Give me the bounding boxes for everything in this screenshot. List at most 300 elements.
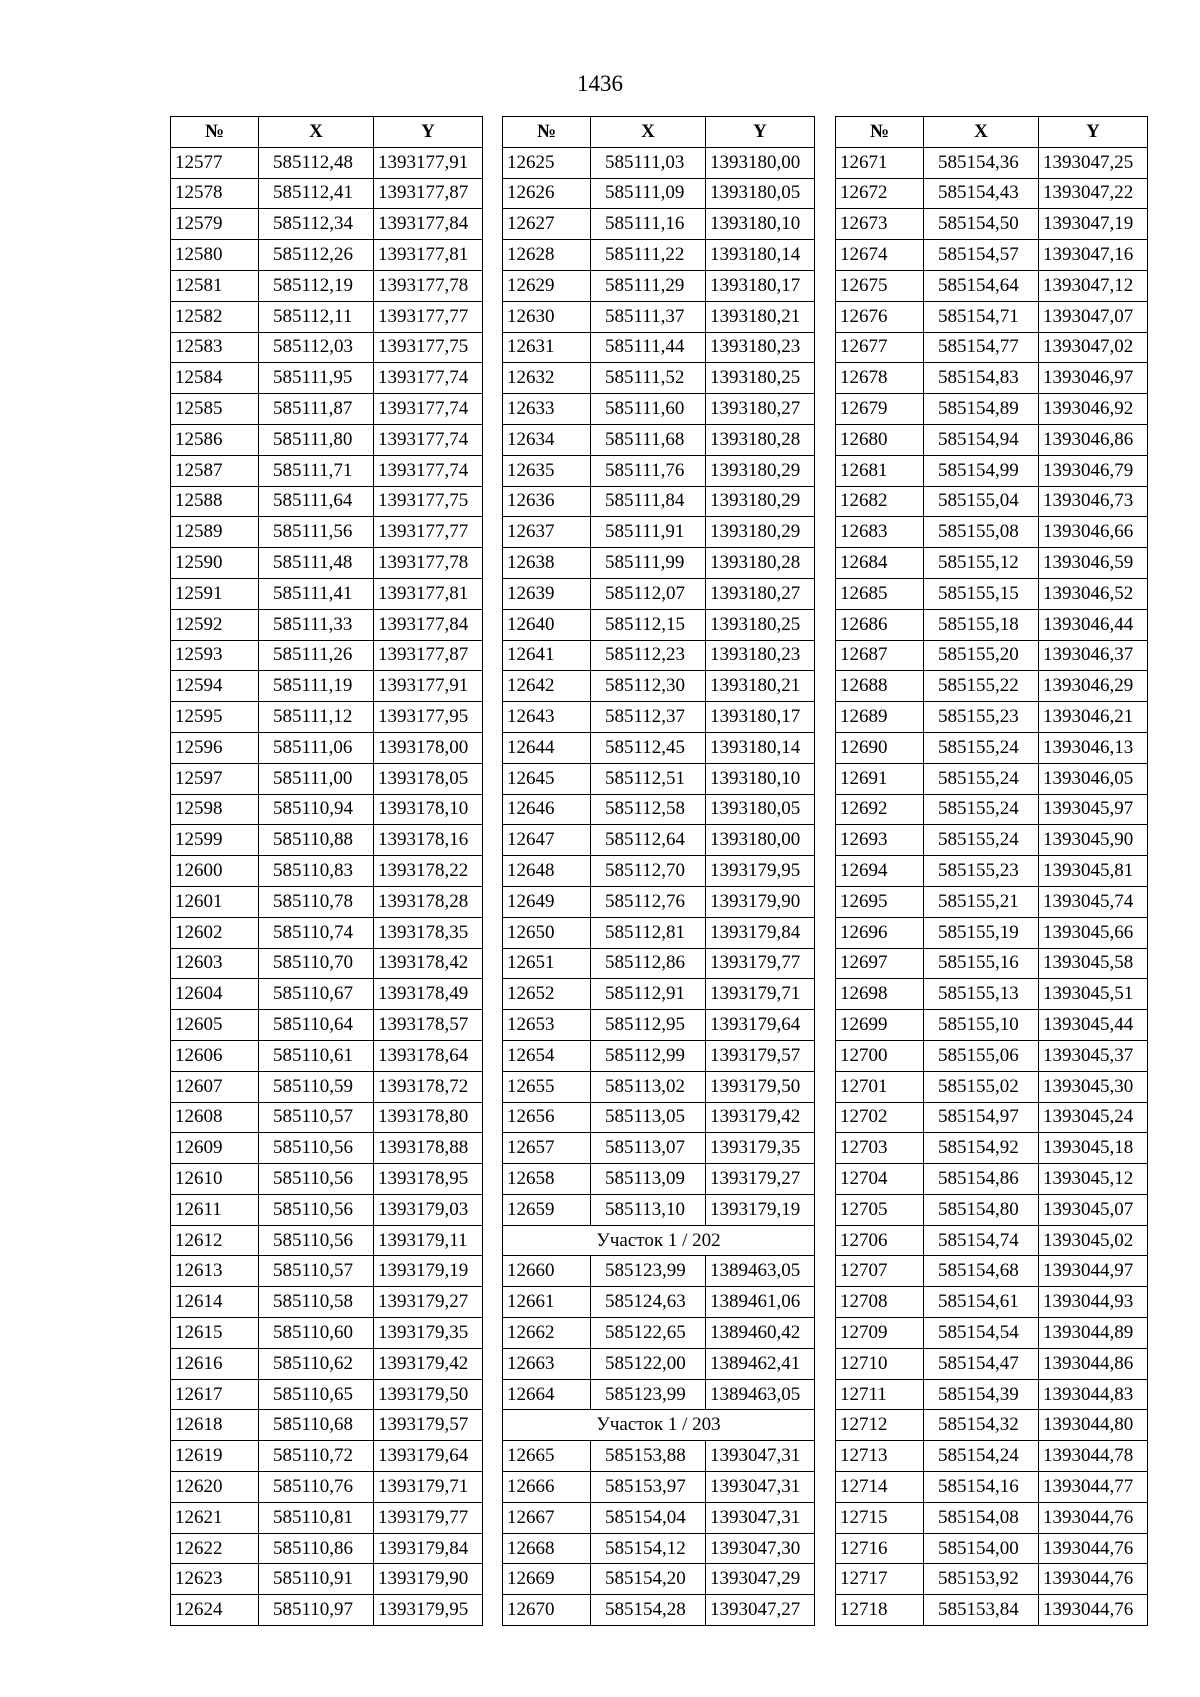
point-number-cell: 12637 bbox=[503, 517, 591, 548]
y-coordinate-cell: 1393180,29 bbox=[706, 455, 815, 486]
y-coordinate-cell: 1393180,23 bbox=[706, 332, 815, 363]
y-coordinate-cell: 1393046,13 bbox=[1039, 732, 1148, 763]
table-row bbox=[171, 1071, 483, 1102]
table-row bbox=[171, 1010, 483, 1041]
table-row bbox=[171, 1564, 483, 1595]
y-coordinate-cell: 1393178,28 bbox=[374, 886, 483, 917]
point-number-cell: 12644 bbox=[503, 732, 591, 763]
y-coordinate-cell: 1393047,16 bbox=[1039, 240, 1148, 271]
x-coordinate-cell: 585155,20 bbox=[924, 640, 1039, 671]
point-number-cell: 12646 bbox=[503, 794, 591, 825]
y-coordinate-cell: 1393177,91 bbox=[374, 147, 483, 178]
x-coordinate-cell: 585110,74 bbox=[259, 917, 374, 948]
table-row bbox=[836, 856, 1148, 887]
header-x: X bbox=[259, 117, 374, 148]
point-number-cell: 12670 bbox=[503, 1595, 591, 1626]
x-coordinate-cell: 585154,57 bbox=[924, 240, 1039, 271]
table-row bbox=[503, 1533, 815, 1564]
table-row bbox=[836, 1194, 1148, 1225]
table-row bbox=[836, 1133, 1148, 1164]
table-header-row bbox=[171, 117, 483, 148]
point-number-cell: 12586 bbox=[171, 424, 259, 455]
table-row bbox=[503, 1348, 815, 1379]
y-coordinate-cell: 1393045,97 bbox=[1039, 794, 1148, 825]
x-coordinate-cell: 585155,04 bbox=[924, 486, 1039, 517]
y-coordinate-cell: 1393047,19 bbox=[1039, 209, 1148, 240]
x-coordinate-cell: 585110,81 bbox=[259, 1502, 374, 1533]
point-number-cell: 12588 bbox=[171, 486, 259, 517]
table-row bbox=[171, 394, 483, 425]
point-number-cell: 12602 bbox=[171, 917, 259, 948]
point-number-cell: 12677 bbox=[836, 332, 924, 363]
table-row bbox=[836, 886, 1148, 917]
y-coordinate-cell: 1393180,00 bbox=[706, 825, 815, 856]
y-coordinate-cell: 1393178,10 bbox=[374, 794, 483, 825]
y-coordinate-cell: 1393180,05 bbox=[706, 178, 815, 209]
point-number-cell: 12690 bbox=[836, 732, 924, 763]
y-coordinate-cell: 1393045,74 bbox=[1039, 886, 1148, 917]
point-number-cell: 12614 bbox=[171, 1287, 259, 1318]
y-coordinate-cell: 1393178,42 bbox=[374, 948, 483, 979]
table-row bbox=[171, 1502, 483, 1533]
x-coordinate-cell: 585110,56 bbox=[259, 1133, 374, 1164]
x-coordinate-cell: 585111,56 bbox=[259, 517, 374, 548]
x-coordinate-cell: 585154,80 bbox=[924, 1194, 1039, 1225]
x-coordinate-cell: 585110,88 bbox=[259, 825, 374, 856]
table-row bbox=[836, 1379, 1148, 1410]
x-coordinate-cell: 585110,67 bbox=[259, 979, 374, 1010]
table-row bbox=[503, 455, 815, 486]
table-row bbox=[503, 948, 815, 979]
point-number-cell: 12640 bbox=[503, 609, 591, 640]
table-row bbox=[503, 270, 815, 301]
y-coordinate-cell: 1393044,89 bbox=[1039, 1318, 1148, 1349]
y-coordinate-cell: 1389460,42 bbox=[706, 1318, 815, 1349]
point-number-cell: 12708 bbox=[836, 1287, 924, 1318]
y-coordinate-cell: 1393177,91 bbox=[374, 671, 483, 702]
y-coordinate-cell: 1393179,95 bbox=[374, 1595, 483, 1626]
x-coordinate-cell: 585154,77 bbox=[924, 332, 1039, 363]
y-coordinate-cell: 1393177,87 bbox=[374, 640, 483, 671]
point-number-cell: 12607 bbox=[171, 1071, 259, 1102]
x-coordinate-cell: 585113,02 bbox=[591, 1071, 706, 1102]
point-number-cell: 12604 bbox=[171, 979, 259, 1010]
table-row bbox=[503, 640, 815, 671]
x-coordinate-cell: 585111,12 bbox=[259, 702, 374, 733]
x-coordinate-cell: 585111,37 bbox=[591, 301, 706, 332]
x-coordinate-cell: 585155,02 bbox=[924, 1071, 1039, 1102]
x-coordinate-cell: 585111,76 bbox=[591, 455, 706, 486]
point-number-cell: 12622 bbox=[171, 1533, 259, 1564]
point-number-cell: 12697 bbox=[836, 948, 924, 979]
point-number-cell: 12596 bbox=[171, 732, 259, 763]
point-number-cell: 12698 bbox=[836, 979, 924, 1010]
x-coordinate-cell: 585154,20 bbox=[591, 1564, 706, 1595]
y-coordinate-cell: 1393179,57 bbox=[706, 1040, 815, 1071]
y-coordinate-cell: 1393180,05 bbox=[706, 794, 815, 825]
table-row bbox=[171, 886, 483, 917]
point-number-cell: 12628 bbox=[503, 240, 591, 271]
section-row bbox=[503, 1225, 815, 1256]
point-number-cell: 12652 bbox=[503, 979, 591, 1010]
table-row bbox=[836, 671, 1148, 702]
y-coordinate-cell: 1393046,86 bbox=[1039, 424, 1148, 455]
x-coordinate-cell: 585154,04 bbox=[591, 1502, 706, 1533]
y-coordinate-cell: 1393179,35 bbox=[706, 1133, 815, 1164]
point-number-cell: 12612 bbox=[171, 1225, 259, 1256]
table-row bbox=[836, 1256, 1148, 1287]
x-coordinate-cell: 585113,09 bbox=[591, 1164, 706, 1195]
x-coordinate-cell: 585112,64 bbox=[591, 825, 706, 856]
y-coordinate-cell: 1393177,75 bbox=[374, 486, 483, 517]
table-row bbox=[503, 363, 815, 394]
point-number-cell: 12579 bbox=[171, 209, 259, 240]
point-number-cell: 12621 bbox=[171, 1502, 259, 1533]
x-coordinate-cell: 585110,61 bbox=[259, 1040, 374, 1071]
point-number-cell: 12660 bbox=[503, 1256, 591, 1287]
y-coordinate-cell: 1393044,76 bbox=[1039, 1595, 1148, 1626]
table-row bbox=[836, 1564, 1148, 1595]
table-row bbox=[836, 1533, 1148, 1564]
table-row bbox=[836, 1441, 1148, 1472]
y-coordinate-cell: 1393046,92 bbox=[1039, 394, 1148, 425]
y-coordinate-cell: 1393045,37 bbox=[1039, 1040, 1148, 1071]
table-row bbox=[171, 917, 483, 948]
x-coordinate-cell: 585154,89 bbox=[924, 394, 1039, 425]
table-row bbox=[503, 1256, 815, 1287]
table-row bbox=[503, 979, 815, 1010]
y-coordinate-cell: 1393179,84 bbox=[706, 917, 815, 948]
table-row bbox=[503, 301, 815, 332]
y-coordinate-cell: 1393178,64 bbox=[374, 1040, 483, 1071]
y-coordinate-cell: 1393180,28 bbox=[706, 548, 815, 579]
point-number-cell: 12710 bbox=[836, 1348, 924, 1379]
table-row bbox=[503, 609, 815, 640]
table-row bbox=[503, 209, 815, 240]
point-number-cell: 12669 bbox=[503, 1564, 591, 1595]
x-coordinate-cell: 585112,86 bbox=[591, 948, 706, 979]
point-number-cell: 12643 bbox=[503, 702, 591, 733]
point-number-cell: 12657 bbox=[503, 1133, 591, 1164]
table-row bbox=[171, 1441, 483, 1472]
y-coordinate-cell: 1393179,64 bbox=[706, 1010, 815, 1041]
x-coordinate-cell: 585155,22 bbox=[924, 671, 1039, 702]
x-coordinate-cell: 585112,91 bbox=[591, 979, 706, 1010]
x-coordinate-cell: 585110,97 bbox=[259, 1595, 374, 1626]
x-coordinate-cell: 585110,76 bbox=[259, 1472, 374, 1503]
x-coordinate-cell: 585112,81 bbox=[591, 917, 706, 948]
table-row bbox=[503, 1287, 815, 1318]
y-coordinate-cell: 1393180,25 bbox=[706, 609, 815, 640]
point-number-cell: 12685 bbox=[836, 578, 924, 609]
y-coordinate-cell: 1393180,29 bbox=[706, 486, 815, 517]
x-coordinate-cell: 585155,12 bbox=[924, 548, 1039, 579]
x-coordinate-cell: 585155,21 bbox=[924, 886, 1039, 917]
x-coordinate-cell: 585112,37 bbox=[591, 702, 706, 733]
y-coordinate-cell: 1393044,76 bbox=[1039, 1502, 1148, 1533]
y-coordinate-cell: 1393045,02 bbox=[1039, 1225, 1148, 1256]
x-coordinate-cell: 585112,19 bbox=[259, 270, 374, 301]
x-coordinate-cell: 585154,28 bbox=[591, 1595, 706, 1626]
x-coordinate-cell: 585154,74 bbox=[924, 1225, 1039, 1256]
y-coordinate-cell: 1393046,59 bbox=[1039, 548, 1148, 579]
x-coordinate-cell: 585154,43 bbox=[924, 178, 1039, 209]
table-row bbox=[503, 1318, 815, 1349]
table-row bbox=[503, 1379, 815, 1410]
x-coordinate-cell: 585110,65 bbox=[259, 1379, 374, 1410]
x-coordinate-cell: 585155,13 bbox=[924, 979, 1039, 1010]
y-coordinate-cell: 1393044,77 bbox=[1039, 1472, 1148, 1503]
y-coordinate-cell: 1393179,90 bbox=[374, 1564, 483, 1595]
point-number-cell: 12672 bbox=[836, 178, 924, 209]
y-coordinate-cell: 1393047,27 bbox=[706, 1595, 815, 1626]
y-coordinate-cell: 1393180,21 bbox=[706, 671, 815, 702]
x-coordinate-cell: 585110,70 bbox=[259, 948, 374, 979]
table-row bbox=[171, 578, 483, 609]
point-number-cell: 12641 bbox=[503, 640, 591, 671]
point-number-cell: 12709 bbox=[836, 1318, 924, 1349]
table-row bbox=[171, 763, 483, 794]
table-row bbox=[503, 671, 815, 702]
table-row bbox=[836, 1102, 1148, 1133]
table-row bbox=[836, 363, 1148, 394]
x-coordinate-cell: 585154,64 bbox=[924, 270, 1039, 301]
x-coordinate-cell: 585113,07 bbox=[591, 1133, 706, 1164]
table-row bbox=[836, 1410, 1148, 1441]
y-coordinate-cell: 1393047,31 bbox=[706, 1441, 815, 1472]
y-coordinate-cell: 1393047,12 bbox=[1039, 270, 1148, 301]
table-row bbox=[503, 1502, 815, 1533]
y-coordinate-cell: 1393178,95 bbox=[374, 1164, 483, 1195]
point-number-cell: 12712 bbox=[836, 1410, 924, 1441]
table-row bbox=[171, 794, 483, 825]
table-row bbox=[836, 1348, 1148, 1379]
point-number-cell: 12702 bbox=[836, 1102, 924, 1133]
x-coordinate-cell: 585111,41 bbox=[259, 578, 374, 609]
x-coordinate-cell: 585111,68 bbox=[591, 424, 706, 455]
point-number-cell: 12686 bbox=[836, 609, 924, 640]
table-row bbox=[503, 178, 815, 209]
table-header-row bbox=[503, 117, 815, 148]
x-coordinate-cell: 585124,63 bbox=[591, 1287, 706, 1318]
point-number-cell: 12580 bbox=[171, 240, 259, 271]
point-number-cell: 12701 bbox=[836, 1071, 924, 1102]
point-number-cell: 12630 bbox=[503, 301, 591, 332]
x-coordinate-cell: 585112,03 bbox=[259, 332, 374, 363]
x-coordinate-cell: 585110,56 bbox=[259, 1164, 374, 1195]
point-number-cell: 12620 bbox=[171, 1472, 259, 1503]
table-row bbox=[836, 301, 1148, 332]
table-row bbox=[836, 1318, 1148, 1349]
x-coordinate-cell: 585154,32 bbox=[924, 1410, 1039, 1441]
table-row bbox=[171, 517, 483, 548]
x-coordinate-cell: 585111,52 bbox=[591, 363, 706, 394]
x-coordinate-cell: 585155,24 bbox=[924, 732, 1039, 763]
y-coordinate-cell: 1393177,81 bbox=[374, 240, 483, 271]
x-coordinate-cell: 585154,08 bbox=[924, 1502, 1039, 1533]
x-coordinate-cell: 585111,44 bbox=[591, 332, 706, 363]
x-coordinate-cell: 585154,39 bbox=[924, 1379, 1039, 1410]
y-coordinate-cell: 1393177,78 bbox=[374, 270, 483, 301]
table-row bbox=[171, 1164, 483, 1195]
table-row bbox=[836, 609, 1148, 640]
y-coordinate-cell: 1389463,05 bbox=[706, 1256, 815, 1287]
table-row bbox=[171, 1194, 483, 1225]
y-coordinate-cell: 1393047,02 bbox=[1039, 332, 1148, 363]
y-coordinate-cell: 1393177,74 bbox=[374, 363, 483, 394]
point-number-cell: 12581 bbox=[171, 270, 259, 301]
x-coordinate-cell: 585155,24 bbox=[924, 794, 1039, 825]
point-number-cell: 12619 bbox=[171, 1441, 259, 1472]
point-number-cell: 12694 bbox=[836, 856, 924, 887]
point-number-cell: 12603 bbox=[171, 948, 259, 979]
y-coordinate-cell: 1393047,31 bbox=[706, 1472, 815, 1503]
table-header-row bbox=[836, 117, 1148, 148]
table-row bbox=[171, 856, 483, 887]
point-number-cell: 12631 bbox=[503, 332, 591, 363]
x-coordinate-cell: 585110,60 bbox=[259, 1318, 374, 1349]
point-number-cell: 12611 bbox=[171, 1194, 259, 1225]
y-coordinate-cell: 1393178,80 bbox=[374, 1102, 483, 1133]
y-coordinate-cell: 1393180,14 bbox=[706, 732, 815, 763]
point-number-cell: 12666 bbox=[503, 1472, 591, 1503]
table-row bbox=[503, 1010, 815, 1041]
y-coordinate-cell: 1393047,07 bbox=[1039, 301, 1148, 332]
table-row bbox=[836, 979, 1148, 1010]
table-row bbox=[171, 240, 483, 271]
point-number-cell: 12683 bbox=[836, 517, 924, 548]
x-coordinate-cell: 585155,06 bbox=[924, 1040, 1039, 1071]
point-number-cell: 12663 bbox=[503, 1348, 591, 1379]
y-coordinate-cell: 1393044,76 bbox=[1039, 1533, 1148, 1564]
y-coordinate-cell: 1393044,86 bbox=[1039, 1348, 1148, 1379]
y-coordinate-cell: 1393178,88 bbox=[374, 1133, 483, 1164]
y-coordinate-cell: 1393177,74 bbox=[374, 394, 483, 425]
x-coordinate-cell: 585154,50 bbox=[924, 209, 1039, 240]
point-number-cell: 12583 bbox=[171, 332, 259, 363]
table-row bbox=[171, 1348, 483, 1379]
x-coordinate-cell: 585110,68 bbox=[259, 1410, 374, 1441]
table-row bbox=[503, 332, 815, 363]
page-number: 1436 bbox=[577, 71, 623, 96]
table-row bbox=[171, 209, 483, 240]
x-coordinate-cell: 585110,83 bbox=[259, 856, 374, 887]
x-coordinate-cell: 585122,00 bbox=[591, 1348, 706, 1379]
table-row bbox=[836, 332, 1148, 363]
table-row bbox=[171, 363, 483, 394]
y-coordinate-cell: 1393179,77 bbox=[374, 1502, 483, 1533]
table-row bbox=[171, 609, 483, 640]
point-number-cell: 12691 bbox=[836, 763, 924, 794]
x-coordinate-cell: 585154,16 bbox=[924, 1472, 1039, 1503]
y-coordinate-cell: 1393046,66 bbox=[1039, 517, 1148, 548]
y-coordinate-cell: 1393180,21 bbox=[706, 301, 815, 332]
y-coordinate-cell: 1393045,30 bbox=[1039, 1071, 1148, 1102]
point-number-cell: 12649 bbox=[503, 886, 591, 917]
point-number-cell: 12592 bbox=[171, 609, 259, 640]
y-coordinate-cell: 1393177,75 bbox=[374, 332, 483, 363]
y-coordinate-cell: 1393179,71 bbox=[706, 979, 815, 1010]
point-number-cell: 12626 bbox=[503, 178, 591, 209]
point-number-cell: 12713 bbox=[836, 1441, 924, 1472]
table-row bbox=[836, 1225, 1148, 1256]
point-number-cell: 12650 bbox=[503, 917, 591, 948]
x-coordinate-cell: 585155,10 bbox=[924, 1010, 1039, 1041]
y-coordinate-cell: 1393177,74 bbox=[374, 455, 483, 486]
point-number-cell: 12671 bbox=[836, 147, 924, 178]
coordinates-table-3 bbox=[835, 116, 1148, 1626]
x-coordinate-cell: 585110,72 bbox=[259, 1441, 374, 1472]
x-coordinate-cell: 585154,24 bbox=[924, 1441, 1039, 1472]
y-coordinate-cell: 1393179,19 bbox=[706, 1194, 815, 1225]
y-coordinate-cell: 1393045,44 bbox=[1039, 1010, 1148, 1041]
x-coordinate-cell: 585154,83 bbox=[924, 363, 1039, 394]
point-number-cell: 12613 bbox=[171, 1256, 259, 1287]
y-coordinate-cell: 1393180,00 bbox=[706, 147, 815, 178]
x-coordinate-cell: 585111,87 bbox=[259, 394, 374, 425]
table-row bbox=[171, 424, 483, 455]
x-coordinate-cell: 585112,48 bbox=[259, 147, 374, 178]
x-coordinate-cell: 585123,99 bbox=[591, 1256, 706, 1287]
y-coordinate-cell: 1393179,84 bbox=[374, 1533, 483, 1564]
y-coordinate-cell: 1393179,64 bbox=[374, 1441, 483, 1472]
table-row bbox=[171, 1133, 483, 1164]
x-coordinate-cell: 585112,26 bbox=[259, 240, 374, 271]
table-row bbox=[171, 455, 483, 486]
table-row bbox=[171, 1225, 483, 1256]
x-coordinate-cell: 585111,19 bbox=[259, 671, 374, 702]
point-number-cell: 12684 bbox=[836, 548, 924, 579]
point-number-cell: 12654 bbox=[503, 1040, 591, 1071]
x-coordinate-cell: 585112,30 bbox=[591, 671, 706, 702]
x-coordinate-cell: 585155,23 bbox=[924, 856, 1039, 887]
x-coordinate-cell: 585110,78 bbox=[259, 886, 374, 917]
table-row bbox=[171, 1595, 483, 1626]
y-coordinate-cell: 1389462,41 bbox=[706, 1348, 815, 1379]
table-row bbox=[836, 270, 1148, 301]
table-row bbox=[836, 1502, 1148, 1533]
header-x: X bbox=[591, 117, 706, 148]
table-row bbox=[503, 1164, 815, 1195]
x-coordinate-cell: 585111,09 bbox=[591, 178, 706, 209]
x-coordinate-cell: 585113,10 bbox=[591, 1194, 706, 1225]
y-coordinate-cell: 1393046,52 bbox=[1039, 578, 1148, 609]
x-coordinate-cell: 585111,60 bbox=[591, 394, 706, 425]
x-coordinate-cell: 585154,94 bbox=[924, 424, 1039, 455]
y-coordinate-cell: 1393178,72 bbox=[374, 1071, 483, 1102]
y-coordinate-cell: 1389461,06 bbox=[706, 1287, 815, 1318]
y-coordinate-cell: 1393180,17 bbox=[706, 270, 815, 301]
section-title: Участок 1 / 202 bbox=[503, 1225, 815, 1256]
y-coordinate-cell: 1393046,44 bbox=[1039, 609, 1148, 640]
point-number-cell: 12587 bbox=[171, 455, 259, 486]
x-coordinate-cell: 585111,48 bbox=[259, 548, 374, 579]
point-number-cell: 12696 bbox=[836, 917, 924, 948]
point-number-cell: 12700 bbox=[836, 1040, 924, 1071]
table-row bbox=[171, 1287, 483, 1318]
y-coordinate-cell: 1393180,10 bbox=[706, 763, 815, 794]
table-row bbox=[836, 1040, 1148, 1071]
y-coordinate-cell: 1393044,78 bbox=[1039, 1441, 1148, 1472]
y-coordinate-cell: 1393045,18 bbox=[1039, 1133, 1148, 1164]
table-row bbox=[836, 455, 1148, 486]
table-row bbox=[171, 979, 483, 1010]
x-coordinate-cell: 585153,84 bbox=[924, 1595, 1039, 1626]
point-number-cell: 12625 bbox=[503, 147, 591, 178]
point-number-cell: 12645 bbox=[503, 763, 591, 794]
x-coordinate-cell: 585154,12 bbox=[591, 1533, 706, 1564]
x-coordinate-cell: 585155,24 bbox=[924, 825, 1039, 856]
